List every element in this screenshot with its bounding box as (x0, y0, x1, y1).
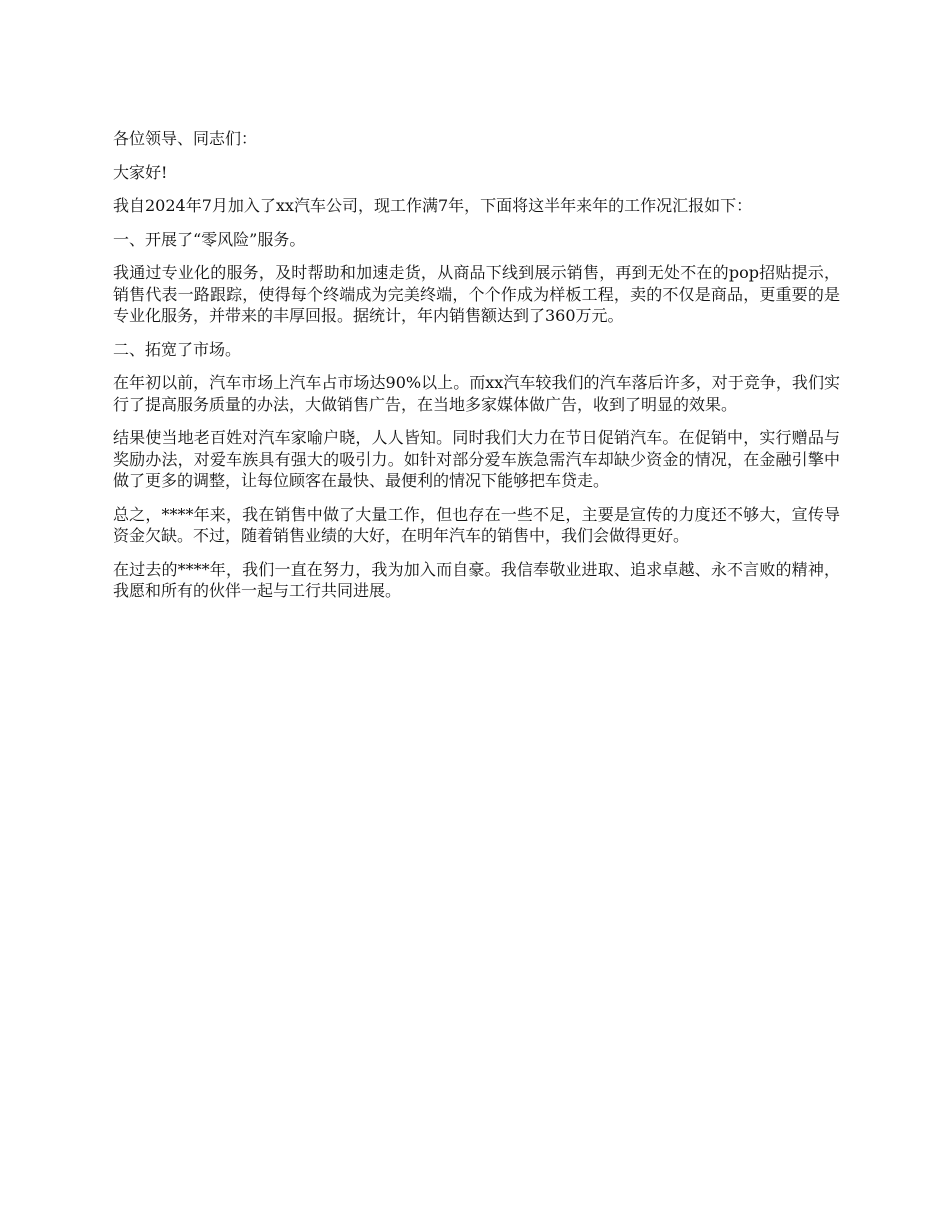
summary-paragraph: 总之，****年来，我在销售中做了大量工作，但也存在一些不足，主要是宣传的力度还不够大，宣传导资金欠缺。不过，随着销售业绩的大好，在明年汽车的销售中，我们会做得更好。 (113, 504, 840, 545)
section-2-paragraph-2: 结果使当地老百姓对汽车家喻户晓，人人皆知。同时我们大力在节日促销汽车。在促销中，实行赠品与奖励办法，对爱车族具有强大的吸引力。如针对部分爱车族急需汽车却缺少资金的情况，在金融引擎中做了更多的调整，让每位顾客在最快、最便利的情况下能够把车贷走。 (113, 428, 840, 490)
intro-paragraph: 我自2024年7月加入了xx汽车公司，现工作满7年，下面将这半年来年的工作况汇报如下： (113, 196, 753, 215)
section-1-paragraph: 我通过专业化的服务，及时帮助和加速走货，从商品下线到展示销售，再到无处不在的pop招贴提示，销售代表一路跟踪，使得每个终端成为完美终端，个个作成为样板工程，卖的不仅是商品，更重要的是专业化服务，并带来的丰厚回报。据统计，年内销售额达到了360万元。 (113, 263, 840, 325)
document-body (113, 128, 840, 614)
section-2-paragraph-1: 在年初以前，汽车市场上汽车占市场达90%以上。而xx汽车较我们的汽车落后许多，对于竞争，我们实行了提高服务质量的办法，大做销售广告，在当地多家媒体做广告，收到了明显的效果。 (113, 373, 840, 414)
greeting: 大家好! (113, 162, 168, 182)
closing-paragraph: 在过去的****年，我们一直在努力，我为加入而自豪。我信奉敬业进取、追求卓越、永不言败的精神，我愿和所有的伙伴一起与工行共同进展。 (113, 559, 840, 600)
salutation: 各位领导、同志们： (113, 129, 258, 148)
section-heading-2: 二、拓宽了市场。 (113, 339, 242, 359)
section-heading-1: 一、开展了“零风险”服务。 (113, 229, 306, 249)
